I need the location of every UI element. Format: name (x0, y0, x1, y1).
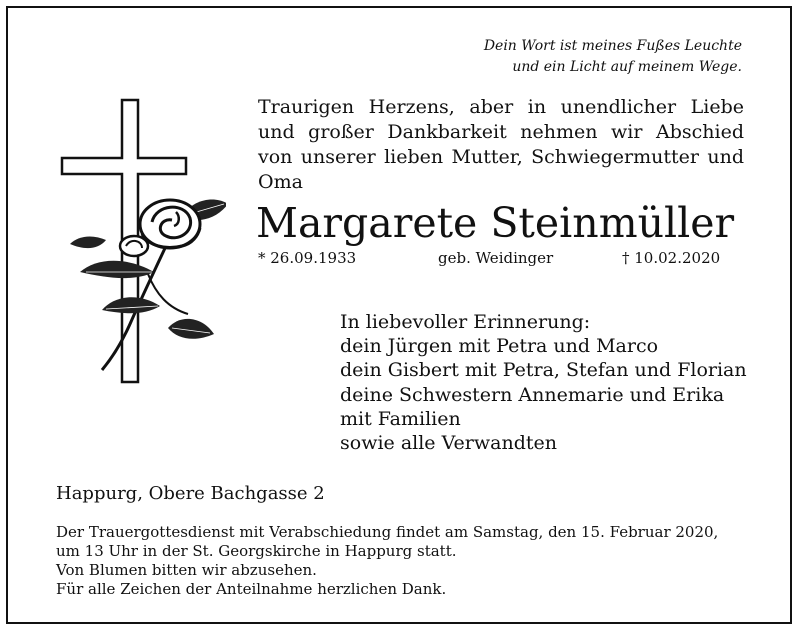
intro-text: Traurigen Herzens, aber in unendlicher Liebe und großer Dankbarkeit nehmen wir Abschied von unserer lieben Mutter, Schwiegermutter und Oma (258, 96, 744, 193)
mourners-line: deine Schwestern Annemarie und Erika (340, 383, 725, 406)
service-info-line: Der Trauergottesdienst mit Verabschiedung findet am Samstag, den 15. Februar 2020, (56, 523, 719, 541)
service-info-line: Von Blumen bitten wir abzusehen. (56, 561, 317, 579)
bible-verse (420, 36, 742, 78)
bible-verse-line: und ein Licht auf meinem Wege. (512, 59, 742, 75)
mourners-line: dein Jürgen mit Petra und Marco (340, 335, 659, 358)
deceased-name: Margarete Steinmüller (256, 199, 735, 247)
mourners-line: mit Familien (340, 407, 461, 430)
mourners-line: In liebevoller Erinnerung: (340, 311, 591, 333)
maiden-name: geb. Weidinger (438, 249, 554, 267)
birth-date: * 26.09.1933 (258, 249, 357, 267)
mourners-line: dein Gisbert mit Petra, Stefan und Florian (340, 359, 747, 382)
service-info-line: um 13 Uhr in der St. Georgskirche in Happurg statt. (56, 542, 457, 560)
service-info-line: Für alle Zeichen der Anteilnahme herzlichen Dank. (56, 580, 447, 598)
bible-verse-line: Dein Wort ist meines Fußes Leuchte (483, 38, 742, 54)
cross-with-rose-icon (56, 96, 226, 386)
address: Happurg, Obere Bachgasse 2 (56, 483, 325, 504)
mourners-line: sowie alle Verwandten (340, 432, 557, 455)
service-info (56, 523, 756, 599)
death-date: † 10.02.2020 (622, 249, 721, 267)
mourners-list (340, 310, 750, 455)
